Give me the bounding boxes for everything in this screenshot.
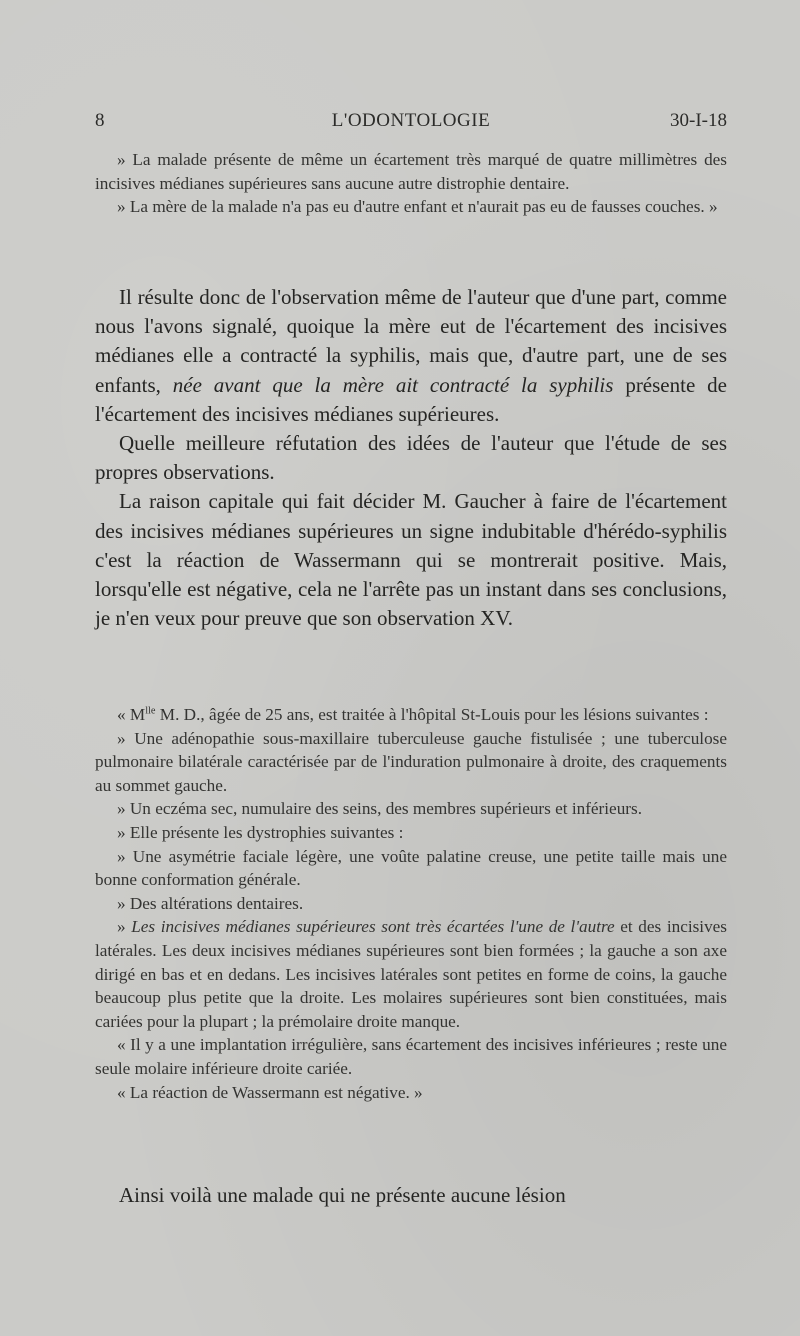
quote2-paragraph-6: » Des altérations dentaires. [117, 893, 304, 913]
quoted-observation-1 [95, 148, 727, 219]
body-paragraph-3: La raison capitale qui fait décider M. Gaucher à faire de l'écartement des incisives médianes supérieures un signe indubitable d'hérédo-syphilis c'est la réaction de Wassermann qui se montrerait positive. Mais, lorsqu'elle est négative, cela ne l'arrête pas un instant dans ses conclusions, je n'en veux pour preuve que son observation XV. [95, 489, 727, 631]
quote2-paragraph-1 [95, 703, 727, 727]
journal-title: L'ODONTOLOGIE [331, 110, 491, 131]
quote2-p7-pre: » [117, 917, 132, 937]
quote2-paragraph-9: « La réaction de Wassermann est négative. » [117, 1082, 423, 1102]
quote2-paragraph-2: » Une adénopathie sous-maxillaire tuberculeuse gauche fistulisée ; une tuberculose pulmonaire bilatérale caractérisée par de l'induration pulmonaire à droite, des craquements au sommet gauche. [95, 728, 727, 795]
quote2-paragraph-3: » Un eczéma sec, numulaire des seins, des membres supérieurs et inférieurs. [117, 799, 642, 819]
quote2-p1-pre: « M [117, 705, 146, 724]
quote1-paragraph-1: » La malade présente de même un écartement très marqué de quatre millimètres des incisives médianes supérieures sans aucune autre distrophie dentaire. [95, 150, 727, 193]
body-paragraph-1-emphasis: née avant que la mère ait contracté la syphilis [172, 372, 614, 397]
quote2-p7-emphasis: Les incisives médianes supérieures sont très écartées l'une de l'autre [131, 917, 615, 937]
body-paragraph-1-end: présente de l'écartement des incisives médianes supérieures. [95, 372, 727, 426]
quote2-paragraph-7 [95, 915, 727, 1033]
quote2-paragraph-5: » Une asymétrie faciale légère, une voûte palatine creuse, une petite taille mais une bonne conformation générale. [95, 846, 727, 890]
quoted-observation-xv [95, 703, 727, 1104]
quote2-p7-post: et des incisives latérales. Les deux incisives médianes supérieures sont bien formées ; la gauche a son axe dirigé en bas et en dedans. Les incisives latérales sont petites en forme de coins, la gauche beaucoup plus petite que la droite. Les molaires supérieures sont bien constituées, mais cariées pour la plupart ; la prémolaire droite manque. [95, 917, 727, 1031]
body-paragraph-1 [95, 283, 727, 429]
closing-line: Ainsi voilà une malade qui ne présente aucune lésion [119, 1183, 566, 1207]
quote2-p1-post: M. D., âgée de 25 ans, est traitée à l'hôpital St-Louis pour les lésions suivantes : [155, 705, 709, 724]
page-number: 8 [95, 110, 105, 131]
closing-text [95, 1181, 727, 1210]
quote2-p1-sup: lle [145, 705, 156, 717]
body-paragraph-1-start: Il résulte donc de l'observation même de l'auteur que d'une part, comme nous l'avons signalé, quoique la mère eut de l'écartement des incisives médianes elle a contracté la syphilis, mais que, d'autre part, une de ses enfants, [95, 285, 727, 397]
body-text [95, 283, 727, 633]
body-paragraph-2: Quelle meilleure réfutation des idées de l'auteur que l'étude de ses propres observations. [95, 431, 727, 485]
quote2-paragraph-4: » Elle présente les dystrophies suivantes : [117, 822, 404, 842]
running-header [95, 110, 727, 140]
quote2-paragraph-8: « Il y a une implantation irrégulière, sans écartement des incisives inférieures ; reste une seule molaire inférieure droite cariée. [95, 1035, 727, 1078]
quote1-paragraph-2: » La mère de la malade n'a pas eu d'autre enfant et n'aurait pas eu de fausses couches. » [117, 197, 718, 217]
issue-date: 30-I-18 [670, 110, 727, 131]
